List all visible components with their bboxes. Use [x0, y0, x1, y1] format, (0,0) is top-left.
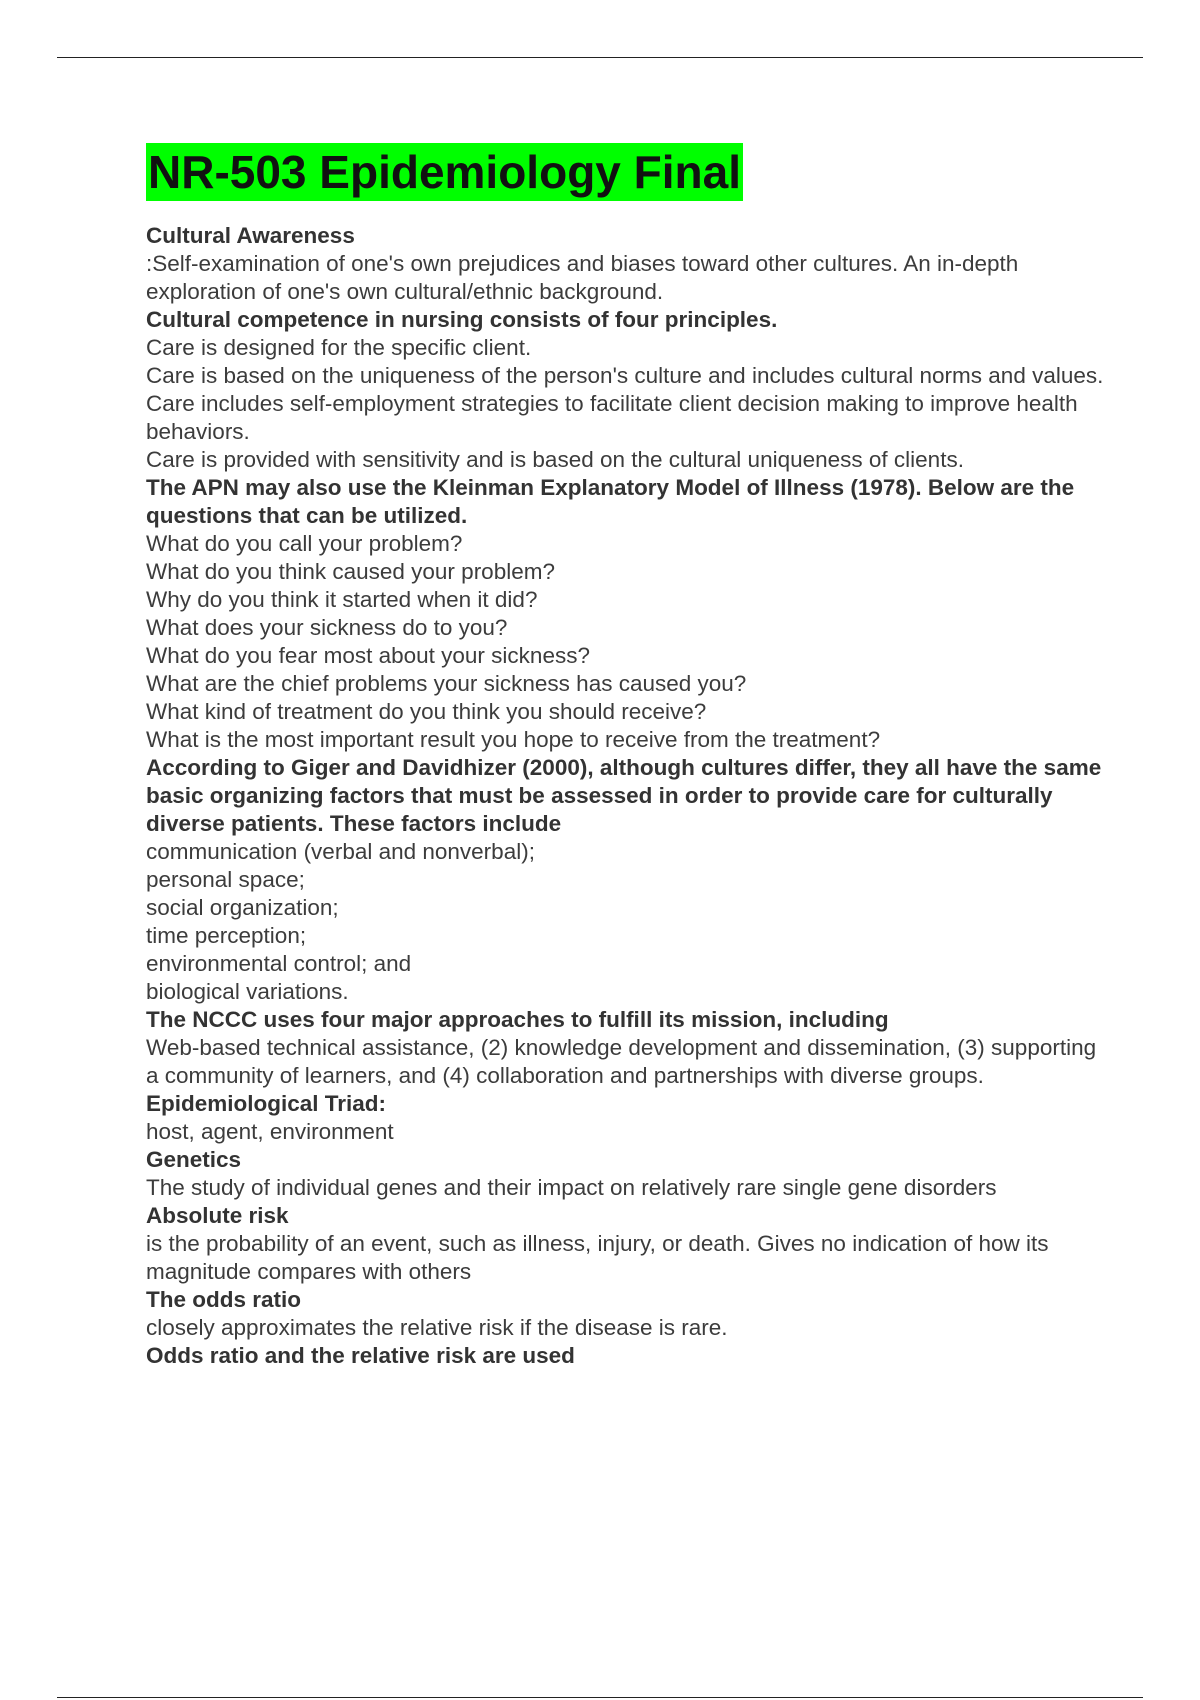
definition-line: What does your sickness do to you? — [146, 615, 508, 640]
card-cultural-competence — [146, 306, 1106, 474]
definition-line: The study of individual genes and their impact on relatively rare single gene disorders — [146, 1175, 997, 1200]
card-nccc-approaches — [146, 1006, 1106, 1090]
card-kleinman-model — [146, 474, 1106, 754]
card-term: Epidemiological Triad: — [146, 1091, 387, 1116]
card-definition — [146, 530, 1106, 754]
card-term: The NCCC uses four major approaches to fulfill its mission, including — [146, 1007, 889, 1032]
card-odds-ratio-relative-risk — [146, 1342, 1106, 1370]
definition-line: host, agent, environment — [146, 1119, 394, 1144]
definition-line: Care includes self-employment strategies to facilitate client decision making to improve health behaviors. — [146, 391, 1078, 444]
definition-line: Care is provided with sensitivity and is based on the cultural uniqueness of clients. — [146, 447, 964, 472]
card-definition — [146, 334, 1106, 474]
card-definition — [146, 250, 1106, 306]
definition-line: is the probability of an event, such as illness, injury, or death. Gives no indication of how its magnitude compares with others — [146, 1231, 1049, 1284]
definition-line: Care is designed for the specific client. — [146, 335, 532, 360]
card-term: Odds ratio and the relative risk are used — [146, 1343, 575, 1368]
card-definition — [146, 1314, 1106, 1342]
definition-line: What kind of treatment do you think you should receive? — [146, 699, 707, 724]
card-odds-ratio — [146, 1286, 1106, 1342]
definition-line: closely approximates the relative risk if the disease is rare. — [146, 1315, 728, 1340]
card-definition — [146, 1034, 1106, 1090]
card-giger-davidhizer — [146, 754, 1106, 1006]
card-term: The odds ratio — [146, 1287, 302, 1312]
card-definition — [146, 838, 1106, 1006]
definition-line: What do you fear most about your sickness? — [146, 643, 590, 668]
card-definition — [146, 1174, 1106, 1202]
definition-line: What do you think caused your problem? — [146, 559, 555, 584]
card-term: Cultural Awareness — [146, 223, 355, 248]
bottom-rule — [57, 1697, 1143, 1698]
definition-line: personal space; — [146, 867, 305, 892]
definition-line: environmental control; and — [146, 951, 412, 976]
card-epidemiological-triad — [146, 1090, 1106, 1146]
card-genetics — [146, 1146, 1106, 1202]
card-term: Cultural competence in nursing consists of four principles. — [146, 307, 778, 332]
page-title: NR-503 Epidemiology Final — [146, 143, 743, 201]
definition-line: What is the most important result you hope to receive from the treatment? — [146, 727, 881, 752]
card-term: Absolute risk — [146, 1203, 289, 1228]
definition-line: :Self-examination of one's own prejudices and biases toward other cultures. An in-depth exploration of one's own cultural/ethnic background. — [146, 251, 1019, 304]
card-definition — [146, 1230, 1106, 1286]
definition-line: What do you call your problem? — [146, 531, 463, 556]
top-rule — [57, 57, 1143, 58]
card-cultural-awareness — [146, 222, 1106, 306]
card-definition — [146, 1118, 1106, 1146]
card-term: The APN may also use the Kleinman Explanatory Model of Illness (1978). Below are the questions that can be utilized. — [146, 475, 1075, 528]
definition-line: What are the chief problems your sickness has caused you? — [146, 671, 747, 696]
definition-line: Web-based technical assistance, (2) knowledge development and dissemination, (3) supporting a community of learners, and (4) collaboration and partnerships with diverse groups. — [146, 1035, 1097, 1088]
card-term: According to Giger and Davidhizer (2000), although cultures differ, they all have the same basic organizing factors that must be assessed in order to provide care for culturally diverse patients. These factors include — [146, 755, 1102, 836]
definition-line: time perception; — [146, 923, 307, 948]
definition-line: Why do you think it started when it did? — [146, 587, 538, 612]
document-body — [146, 143, 1106, 1370]
definition-line: biological variations. — [146, 979, 349, 1004]
definition-line: communication (verbal and nonverbal); — [146, 839, 535, 864]
definition-line: social organization; — [146, 895, 339, 920]
definition-line: Care is based on the uniqueness of the person's culture and includes cultural norms and values. — [146, 363, 1104, 388]
card-absolute-risk — [146, 1202, 1106, 1286]
card-term: Genetics — [146, 1147, 242, 1172]
